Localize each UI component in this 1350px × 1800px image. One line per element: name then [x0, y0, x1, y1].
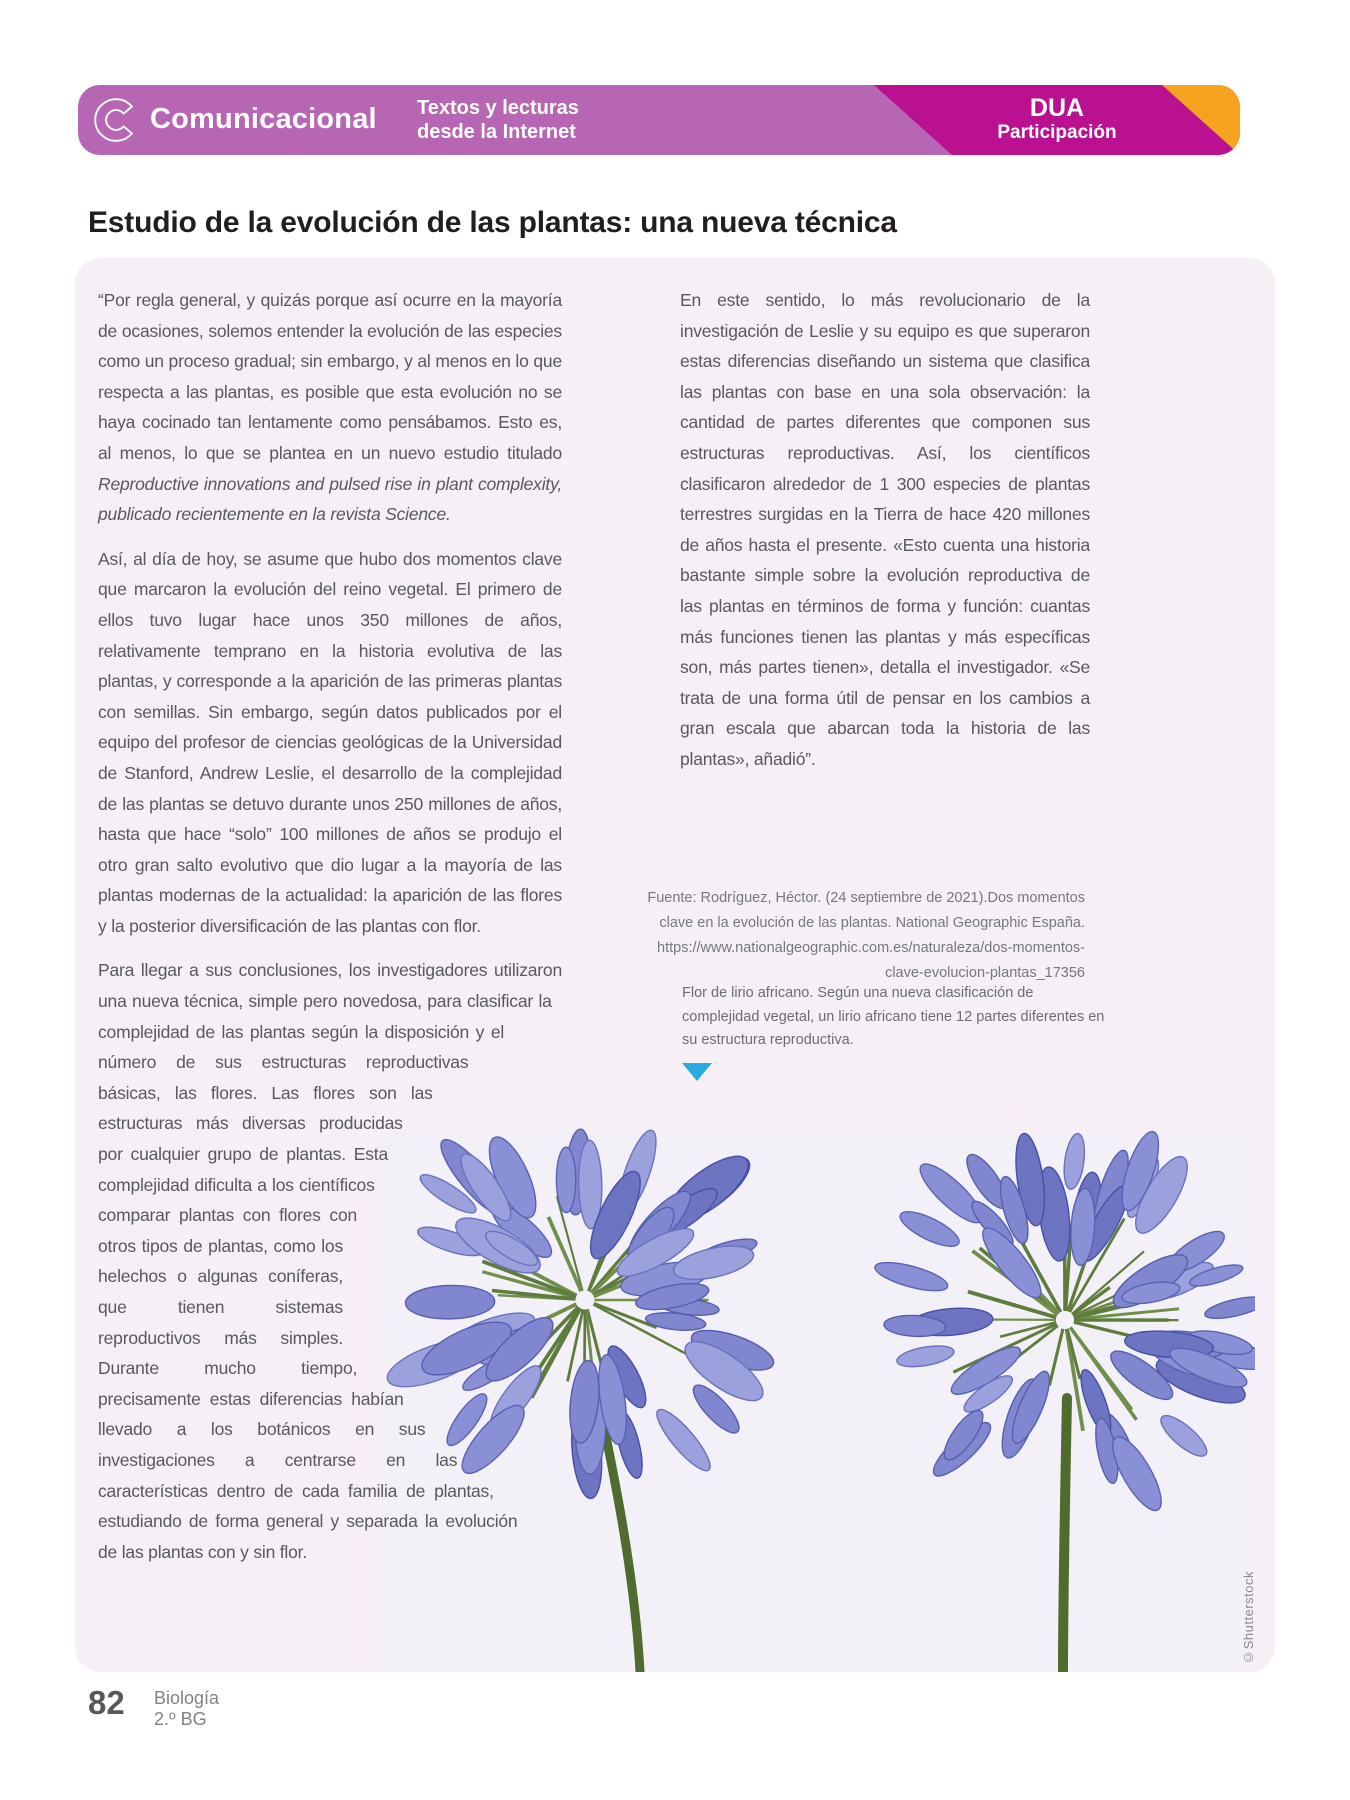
- footer-grade: 2.º BG: [154, 1709, 207, 1729]
- header-subtitle: [417, 96, 579, 144]
- source-citation: Fuente: Rodríguez, Héctor. (24 septiembre de 2021).Dos momentos clave en la evolución de las plantas. National Geographic España. https://www.nationalgeographic.com.es/naturaleza/dos-momentos-clave-evolucion-plantas_17356: [647, 890, 1085, 981]
- dua-badge-subtitle: Participación: [997, 122, 1117, 143]
- page-title: Estudio de la evolución de las plantas: una nueva técnica: [88, 206, 897, 240]
- article-panel: [75, 258, 1275, 1672]
- photo-caption: Flor de lirio africano. Según una nueva clasificación de complejidad vegetal, un lirio africano tiene 12 partes diferentes en su estructura reproductiva.: [682, 985, 1105, 1048]
- dua-badge-title: DUA: [1029, 94, 1085, 122]
- paragraph-4: En este sentido, lo más revolucionario de la investigación de Leslie y su equipo es que superaron estas diferencias diseñando un sistema que clasifica las plantas con base en una sola observación: la cantidad de partes diferentes que componen sus estructuras reproductivas. Así, los científicos clasificaron alrededor de 1 300 especies de plantas terrestres surgidas en la Tierra de hace 420 millones de años hasta el presente. «Esto cuenta una historia bastante simple sobre la evolución reproductiva de las plantas en términos de forma y función: cuantas más funciones tienen las plantas y más específicas son, más partes tienen», detalla el investigador. «Se trata de una forma útil de pensar en los cambios a gran escala que abarcan toda la historia de las plantas», añadió”.: [680, 290, 1090, 769]
- paragraph-1: [98, 285, 562, 530]
- dua-badge-text: [927, 94, 1187, 144]
- paragraph-1-text: “Por regla general, y quizás porque así ocurre en la mayoría de ocasiones, solemos entender la evolución de las especies como un proceso gradual; sin embargo, y al menos en lo que respecta a las plantas, es posible que esta evolución no se haya cocinado tan lentamente como pensábamos. Esto es, al menos, lo que se plantea en un nuevo estudio titulado: [98, 290, 562, 463]
- african-lily-photo: [355, 1078, 1255, 1672]
- photo-credit: ©Shutterstock: [1241, 1571, 1256, 1665]
- paragraph-2: Así, al día de hoy, se asume que hubo dos momentos clave que marcaron la evolución del reino vegetal. El primero de ellos tuvo lugar hace unos 350 millones de años, relativamente temprano en la historia evolutiva de las plantas, y corresponde a la aparición de las primeras plantas con semillas. Sin embargo, según datos publicados por el equipo del profesor de ciencias geológicas de la Universidad de Stanford, Andrew Leslie, el desarrollo de la complejidad de las plantas se detuvo durante unos 250 millones de años, hasta que hace “solo” 100 millones de años se produjo el otro gran salto evolutivo que dio lugar a la mayoría de las plantas modernas de la actualidad: la aparición de las flores y la posterior diversificación de las plantas con flor.: [98, 548, 562, 936]
- comunicacional-c-icon: [91, 95, 141, 145]
- paragraph-1-study-title: Reproductive innovations and pulsed rise in plant complexity, publicado recientemente en la revista Science.: [98, 473, 562, 525]
- footer-subject-name: Biología: [154, 1688, 220, 1708]
- brand-title: Comunicacional: [150, 103, 377, 135]
- header-band: [78, 85, 1240, 155]
- paragraph-3-text: Para llegar a sus conclusiones, los investigadores utilizaron una nueva técnica, simple pero novedosa, para clasificar la complejidad de las plantas según la disposición y el número de sus estructuras reproductivas básicas, las flores. Las flores son las estructuras más diversas producidas por cualquier grupo de plantas. Esta complejidad dificulta a los científicos comparar plantas con flores con otros tipos de plantas, como los helechos o algunas coníferas, que tienen sistemas reproductivos más simples. Durante mucho tiempo, precisamente estas diferencias habían llevado a los botánicos en sus investigaciones a centrarse en las características dentro de cada familia de plantas, estudiando de forma general y separada la evolución de las plantas con y sin flor.: [98, 960, 562, 1562]
- header-subtitle-line1: Textos y lecturas: [417, 97, 579, 119]
- header-subtitle-line2: desde la Internet: [417, 121, 576, 143]
- right-column: [680, 285, 1090, 789]
- page-number: 82: [88, 1684, 125, 1721]
- footer-subject: [154, 1688, 219, 1730]
